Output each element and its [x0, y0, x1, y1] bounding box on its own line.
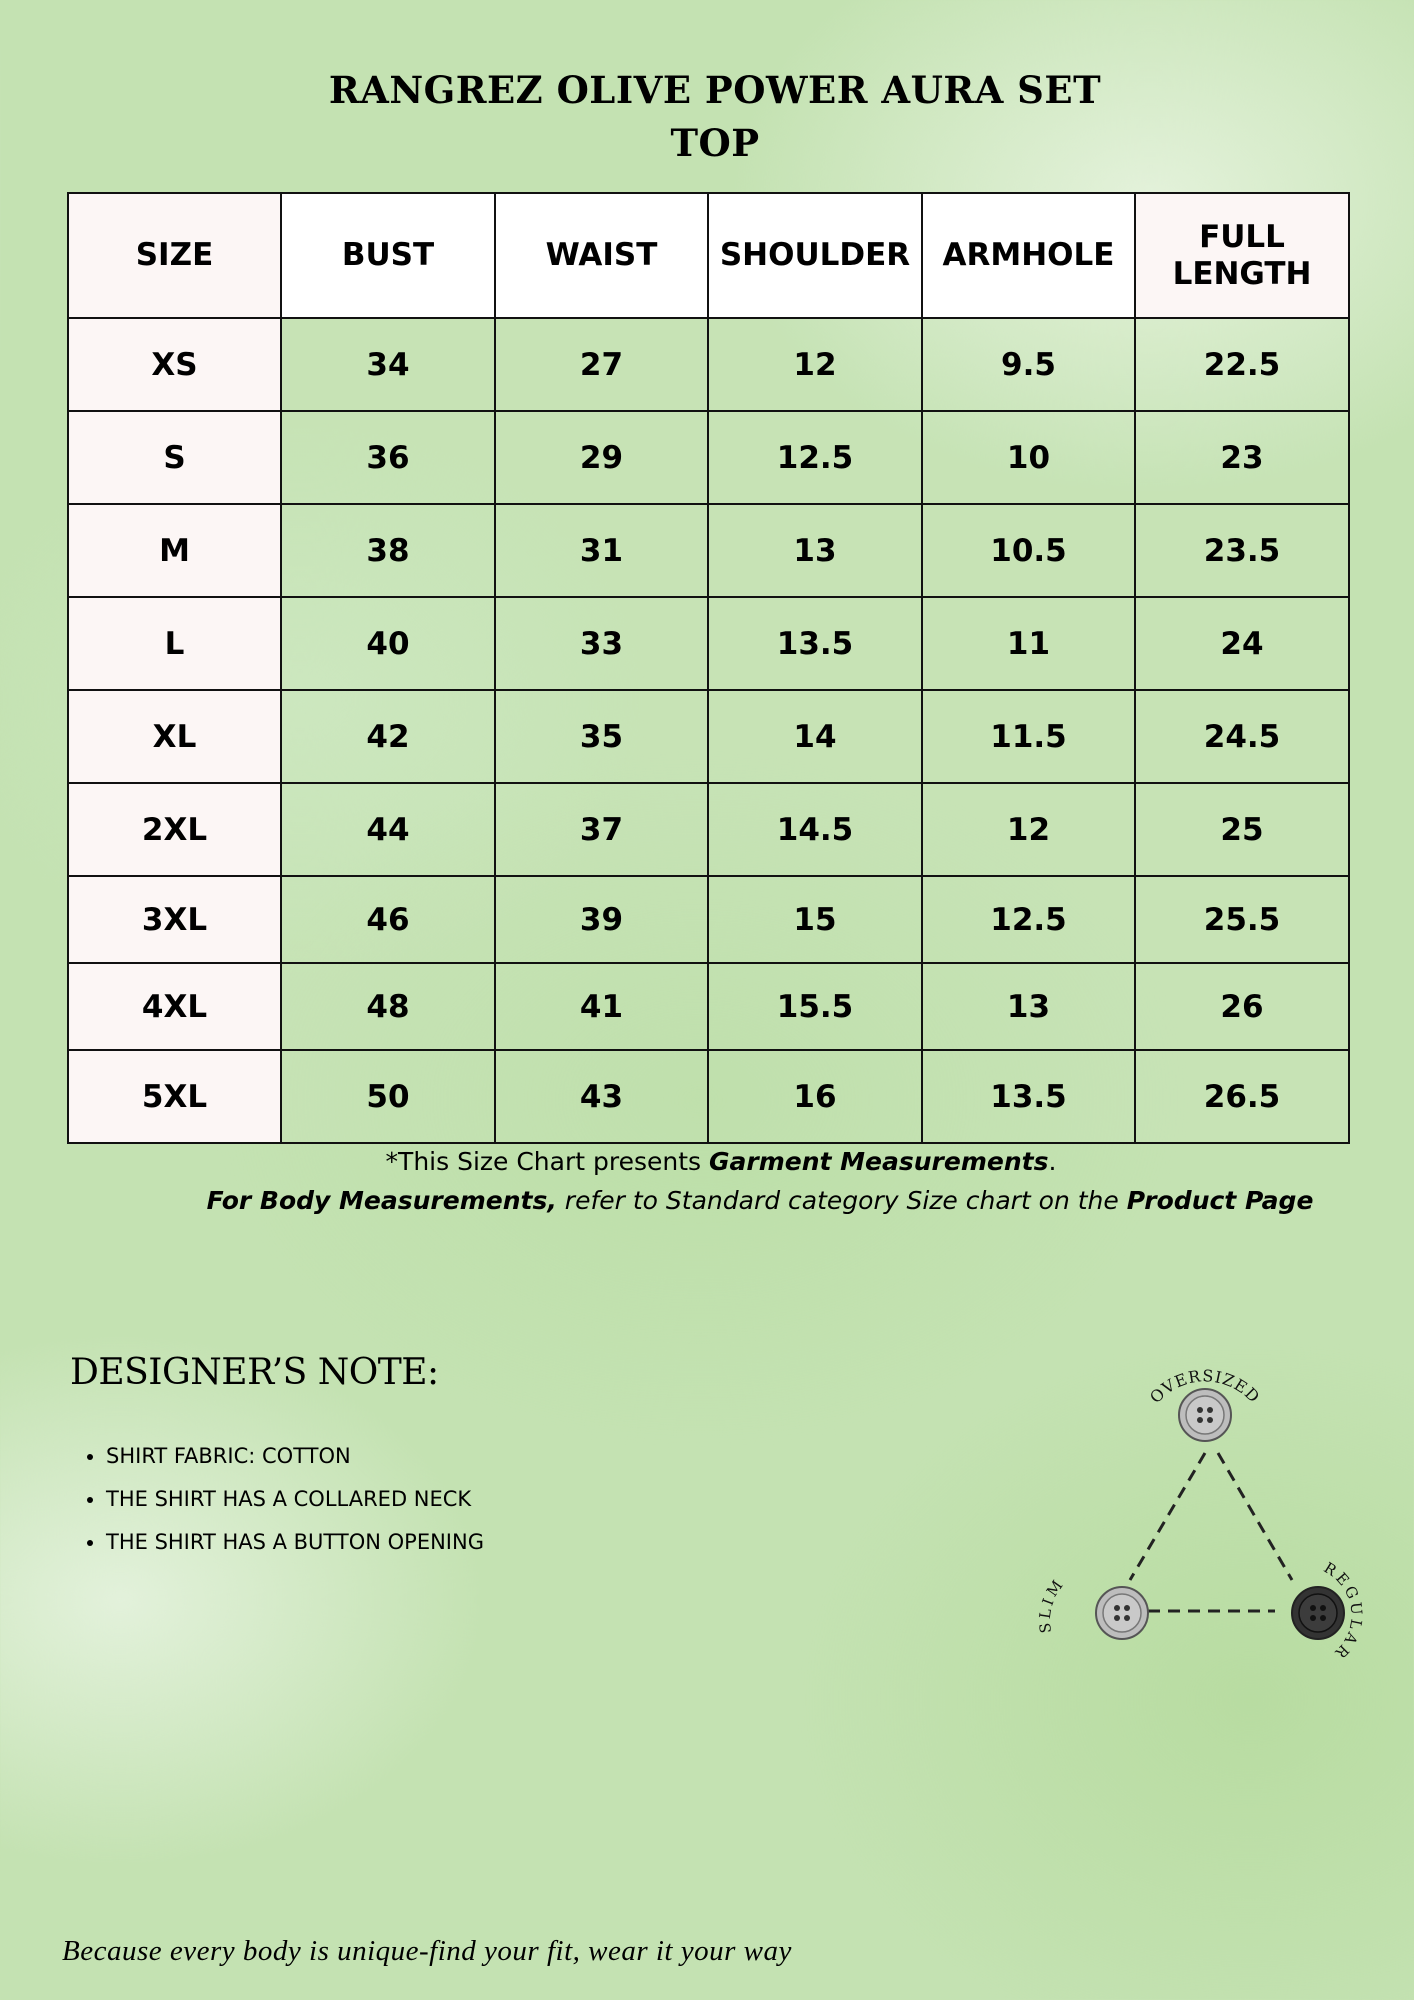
size-cell: 5XL [68, 1050, 281, 1143]
shoulder-cell: 13 [708, 504, 922, 597]
table-row [68, 876, 1349, 963]
size-cell: M [68, 504, 281, 597]
armhole-cell: 11 [922, 597, 1135, 690]
waist-cell: 39 [495, 876, 708, 963]
size-chart-table [67, 192, 1350, 1144]
waist-cell: 43 [495, 1050, 708, 1143]
full-length-cell: 26.5 [1135, 1050, 1349, 1143]
title-line-2: TOP [670, 121, 760, 165]
armhole-cell: 10.5 [922, 504, 1135, 597]
garment-measurement-note [14, 1146, 1414, 1178]
header-size: SIZE [68, 193, 281, 318]
bust-cell: 36 [281, 411, 495, 504]
designer-note-heading: DESIGNER’S NOTE: [70, 1352, 439, 1393]
full-length-cell: 24.5 [1135, 690, 1349, 783]
armhole-cell: 13.5 [922, 1050, 1135, 1143]
waist-cell: 41 [495, 963, 708, 1050]
note-emphasis: Garment Measurements [709, 1147, 1049, 1176]
waist-cell: 31 [495, 504, 708, 597]
table-row [68, 690, 1349, 783]
bust-cell: 46 [281, 876, 495, 963]
bust-cell: 50 [281, 1050, 495, 1143]
bust-cell: 40 [281, 597, 495, 690]
waist-cell: 29 [495, 411, 708, 504]
armhole-cell: 13 [922, 963, 1135, 1050]
full-length-cell: 22.5 [1135, 318, 1349, 411]
size-cell: 2XL [68, 783, 281, 876]
armhole-cell: 11.5 [922, 690, 1135, 783]
full-length-cell: 25 [1135, 783, 1349, 876]
slim-button-icon [1096, 1587, 1148, 1639]
header-full-length-line1: FULL [1199, 218, 1285, 255]
table-row [68, 597, 1349, 690]
full-length-cell: 24 [1135, 597, 1349, 690]
armhole-cell: 12.5 [922, 876, 1135, 963]
armhole-cell: 9.5 [922, 318, 1135, 411]
full-length-cell: 23 [1135, 411, 1349, 504]
table-header-row [68, 193, 1349, 318]
armhole-cell: 10 [922, 411, 1135, 504]
header-bust: BUST [281, 193, 495, 318]
shoulder-cell: 14.5 [708, 783, 922, 876]
table-row [68, 411, 1349, 504]
tagline: Because every body is unique-find your fit, wear it your way [62, 1935, 792, 1967]
shoulder-cell: 16 [708, 1050, 922, 1143]
armhole-cell: 12 [922, 783, 1135, 876]
table-row [68, 783, 1349, 876]
full-length-cell: 26 [1135, 963, 1349, 1050]
shoulder-cell: 12 [708, 318, 922, 411]
shoulder-cell: 14 [708, 690, 922, 783]
waist-cell: 37 [495, 783, 708, 876]
header-armhole: ARMHOLE [922, 193, 1135, 318]
note-emphasis: For Body Measurements, [206, 1186, 557, 1215]
bust-cell: 34 [281, 318, 495, 411]
waist-cell: 35 [495, 690, 708, 783]
note-text: refer to Standard category Size chart on the [556, 1186, 1127, 1215]
fit-connector-lines [1130, 1453, 1292, 1611]
shoulder-cell: 13.5 [708, 597, 922, 690]
size-cell: S [68, 411, 281, 504]
header-waist: WAIST [495, 193, 708, 318]
bust-cell: 38 [281, 504, 495, 597]
bust-cell: 48 [281, 963, 495, 1050]
page-title [0, 64, 1414, 170]
header-full-length-line2: LENGTH [1172, 255, 1312, 292]
table-row [68, 504, 1349, 597]
oversized-button-icon [1179, 1389, 1231, 1441]
shoulder-cell: 15 [708, 876, 922, 963]
regular-button-icon [1292, 1587, 1344, 1639]
product-page-link: Product Page [1126, 1186, 1314, 1215]
shoulder-cell: 12.5 [708, 411, 922, 504]
slim-label: SLIM [1035, 1574, 1069, 1635]
waist-cell: 27 [495, 318, 708, 411]
bust-cell: 44 [281, 783, 495, 876]
bust-cell: 42 [281, 690, 495, 783]
title-line-1: RANGREZ OLIVE POWER AURA SET [328, 68, 1102, 112]
table-row [68, 318, 1349, 411]
note-text: *This Size Chart presents [385, 1147, 709, 1176]
size-cell: L [68, 597, 281, 690]
list-item: • SHIRT FABRIC: COTTON [106, 1435, 484, 1478]
waist-cell: 33 [495, 597, 708, 690]
size-cell: XL [68, 690, 281, 783]
full-length-cell: 23.5 [1135, 504, 1349, 597]
table-row [68, 963, 1349, 1050]
body-measurement-note [53, 1185, 1414, 1217]
full-length-cell: 25.5 [1135, 876, 1349, 963]
list-item: • THE SHIRT HAS A COLLARED NECK [106, 1478, 484, 1521]
regular-label: REGULAR [1320, 1558, 1366, 1664]
note-text: . [1048, 1147, 1057, 1176]
size-cell: XS [68, 318, 281, 411]
shoulder-cell: 15.5 [708, 963, 922, 1050]
size-cell: 3XL [68, 876, 281, 963]
table-row [68, 1050, 1349, 1143]
header-full-length [1135, 193, 1349, 318]
fit-type-diagram [1030, 1355, 1380, 1675]
designer-note-list [70, 1435, 484, 1564]
oversized-label: OVERSIZED [1146, 1366, 1264, 1407]
list-item: • THE SHIRT HAS A BUTTON OPENING [106, 1521, 484, 1564]
header-shoulder: SHOULDER [708, 193, 922, 318]
size-cell: 4XL [68, 963, 281, 1050]
